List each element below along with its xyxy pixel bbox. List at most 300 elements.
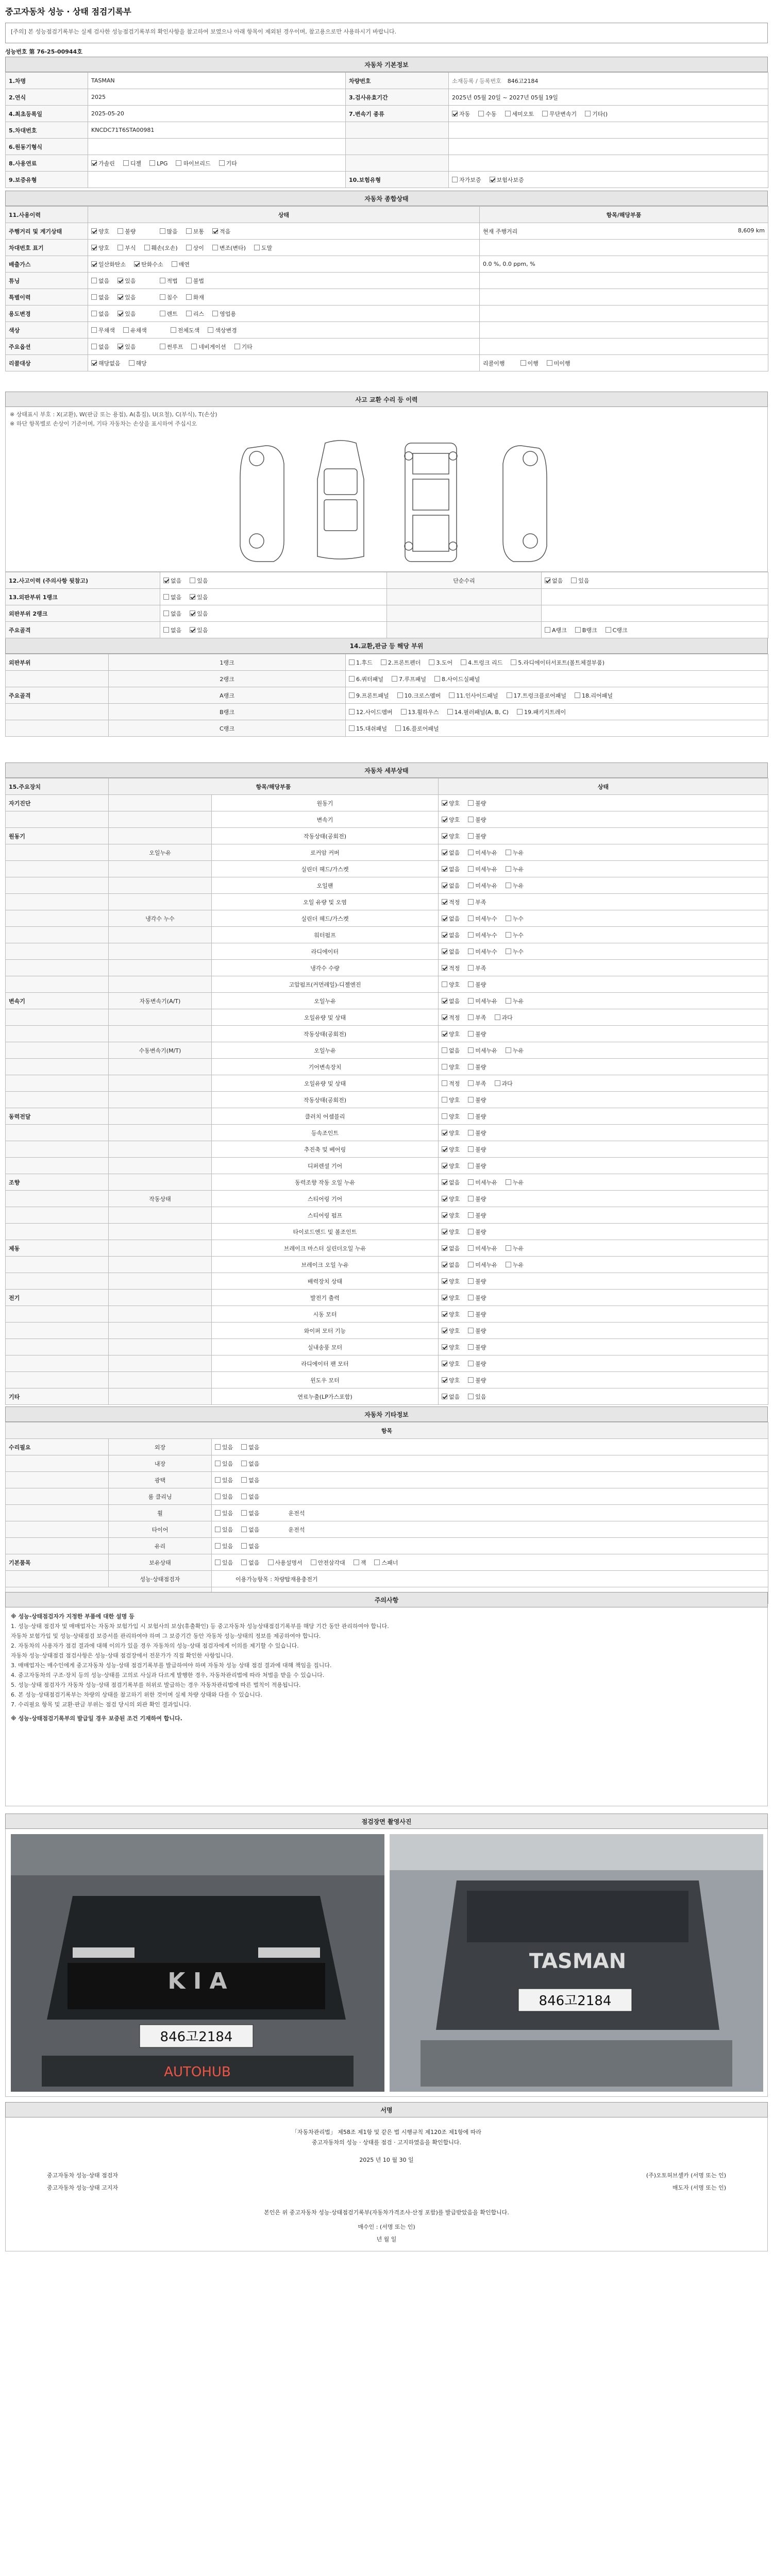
checkbox-option[interactable]: 적정 [442,1013,460,1022]
checkbox-icon[interactable] [123,327,129,333]
checkbox-option[interactable]: 12.사이드멤버 [349,708,393,716]
checkbox-icon[interactable] [468,1344,474,1350]
checkbox-option[interactable]: 자동 [452,110,470,118]
checkbox-option[interactable]: 보험사보증 [490,176,524,184]
checkbox-icon[interactable] [442,850,447,855]
checkbox-icon[interactable] [468,1146,474,1152]
checkbox-option[interactable]: 불량 [468,1211,486,1219]
checkbox-option[interactable]: 잭 [354,1558,366,1567]
checkbox-icon[interactable] [442,817,447,822]
checkbox-icon[interactable] [91,278,97,283]
checkbox-icon[interactable] [215,1510,221,1516]
checkbox-icon[interactable] [442,916,447,921]
checkbox-option[interactable]: 14.필러패널(A, B, C) [447,708,509,716]
checkbox-option[interactable]: 없음 [241,1476,259,1484]
checkbox-option[interactable]: 양호 [442,816,460,824]
checkbox-icon[interactable] [468,1361,474,1366]
checkbox-icon[interactable] [468,866,474,872]
checkbox-icon[interactable] [468,1394,474,1399]
checkbox-icon[interactable] [506,1245,511,1251]
checkbox-icon[interactable] [442,1130,447,1136]
checkbox-option[interactable]: 없음 [442,947,460,956]
checkbox-option[interactable]: 있음 [215,1460,233,1468]
checkbox-option[interactable]: 과다 [495,1079,513,1088]
checkbox-option[interactable]: 양호 [442,1096,460,1104]
checkbox-option[interactable]: 불량 [468,1376,486,1384]
checkbox-option[interactable]: 19.패키지트레이 [517,708,566,716]
checkbox-option[interactable]: 해당 [129,359,147,367]
checkbox-option[interactable]: 누수 [506,931,524,939]
checkbox-option[interactable]: 양호 [442,1129,460,1137]
checkbox-icon[interactable] [442,883,447,888]
checkbox-icon[interactable] [215,1461,221,1466]
checkbox-icon[interactable] [117,311,123,316]
checkbox-option[interactable]: 양호 [442,1030,460,1038]
checkbox-icon[interactable] [349,725,355,731]
checkbox-option[interactable]: 양호 [442,832,460,840]
checkbox-option[interactable]: 15.대쉬패널 [349,724,387,733]
checkbox-icon[interactable] [186,245,192,250]
checkbox-option[interactable]: 불량 [468,1294,486,1302]
checkbox-icon[interactable] [212,228,218,234]
checkbox-option[interactable]: 양호 [91,227,109,235]
checkbox-option[interactable]: 일산화탄소 [91,260,126,268]
checkbox-option[interactable]: 18.리어패널 [575,691,613,700]
checkbox-option[interactable]: 없음 [91,343,109,351]
checkbox-icon[interactable] [212,311,218,316]
checkbox-option[interactable]: 미세누유 [468,997,497,1005]
checkbox-icon[interactable] [241,1543,247,1549]
checkbox-option[interactable]: 있음 [215,1509,233,1517]
checkbox-icon[interactable] [163,611,169,616]
checkbox-option[interactable]: 없음 [442,931,460,939]
checkbox-icon[interactable] [117,294,123,300]
checkbox-icon[interactable] [442,1295,447,1300]
checkbox-option[interactable]: 불량 [468,1030,486,1038]
checkbox-icon[interactable] [468,1311,474,1317]
checkbox-option[interactable]: 있음 [190,609,208,618]
checkbox-icon[interactable] [349,709,355,715]
checkbox-option[interactable]: 수동 [478,110,496,118]
checkbox-option[interactable]: 있음 [215,1558,233,1567]
checkbox-option[interactable]: 안전삼각대 [311,1558,345,1567]
checkbox-option[interactable]: C랭크 [606,626,628,634]
checkbox-option[interactable]: 하이브리드 [176,159,210,167]
checkbox-option[interactable]: 누유 [506,882,524,890]
checkbox-option[interactable]: 10.크로스멤버 [397,691,441,700]
checkbox-option[interactable]: 부족 [468,1013,486,1022]
checkbox-option[interactable]: 양호 [91,244,109,252]
checkbox-icon[interactable] [468,1014,474,1020]
checkbox-icon[interactable] [442,932,447,938]
checkbox-icon[interactable] [447,709,453,715]
checkbox-icon[interactable] [160,294,165,300]
checkbox-icon[interactable] [163,594,169,600]
checkbox-icon[interactable] [186,311,192,316]
checkbox-icon[interactable] [395,725,401,731]
checkbox-option[interactable]: 없음 [442,914,460,923]
checkbox-icon[interactable] [91,311,97,316]
checkbox-option[interactable]: 양호 [442,1145,460,1154]
checkbox-option[interactable]: 불량 [468,1277,486,1285]
checkbox-icon[interactable] [241,1477,247,1483]
checkbox-option[interactable]: 누유 [506,1178,524,1187]
checkbox-icon[interactable] [468,1245,474,1251]
checkbox-icon[interactable] [91,294,97,300]
checkbox-option[interactable]: 불량 [468,1310,486,1318]
checkbox-option[interactable]: 미세누유 [468,1261,497,1269]
checkbox-option[interactable]: 누유 [506,997,524,1005]
checkbox-option[interactable]: 리스 [186,310,204,318]
checkbox-icon[interactable] [520,360,526,366]
checkbox-option[interactable]: 적정 [442,1079,460,1088]
checkbox-option[interactable]: 8.사이드실패널 [434,675,480,683]
checkbox-icon[interactable] [505,111,511,116]
checkbox-icon[interactable] [507,692,512,698]
checkbox-icon[interactable] [149,160,155,166]
checkbox-option[interactable]: 이행 [520,359,539,367]
checkbox-icon[interactable] [468,1064,474,1070]
checkbox-option[interactable]: 화재 [186,293,204,301]
checkbox-option[interactable]: 자가보증 [452,176,481,184]
checkbox-icon[interactable] [468,817,474,822]
checkbox-option[interactable]: 불량 [468,1360,486,1368]
checkbox-icon[interactable] [442,1097,447,1103]
checkbox-icon[interactable] [468,981,474,987]
checkbox-icon[interactable] [495,1014,500,1020]
checkbox-option[interactable]: 5.라디에이터서포트(볼트체결부품) [511,658,604,667]
checkbox-icon[interactable] [123,160,129,166]
checkbox-option[interactable]: 양호 [442,1343,460,1351]
checkbox-option[interactable]: 누유 [506,1261,524,1269]
checkbox-icon[interactable] [468,965,474,971]
checkbox-option[interactable]: 미세누유 [468,1244,497,1252]
checkbox-option[interactable]: 기타 [219,159,237,167]
checkbox-icon[interactable] [606,627,611,633]
checkbox-option[interactable]: 불량 [468,1096,486,1104]
checkbox-icon[interactable] [468,1196,474,1201]
checkbox-option[interactable]: 기타() [585,110,608,118]
checkbox-option[interactable]: 있음 [215,1443,233,1451]
checkbox-option[interactable]: 적정 [442,964,460,972]
checkbox-icon[interactable] [468,916,474,921]
checkbox-icon[interactable] [190,578,195,583]
checkbox-option[interactable]: 양호 [442,980,460,989]
checkbox-option[interactable]: 디젤 [123,159,141,167]
checkbox-icon[interactable] [91,344,97,349]
checkbox-icon[interactable] [215,1527,221,1532]
checkbox-icon[interactable] [311,1560,316,1565]
checkbox-icon[interactable] [268,1560,274,1565]
checkbox-icon[interactable] [442,1229,447,1234]
checkbox-icon[interactable] [468,899,474,905]
checkbox-icon[interactable] [160,311,165,316]
checkbox-option[interactable]: 누유 [506,1244,524,1252]
checkbox-icon[interactable] [468,1179,474,1185]
checkbox-option[interactable]: 누유 [506,1046,524,1055]
checkbox-option[interactable]: 미이행 [547,359,570,367]
checkbox-option[interactable]: 양호 [442,1162,460,1170]
checkbox-option[interactable]: 양호 [442,1195,460,1203]
checkbox-icon[interactable] [490,177,495,182]
checkbox-option[interactable]: 불량 [468,1162,486,1170]
checkbox-option[interactable]: 많음 [160,227,178,235]
checkbox-option[interactable]: 변조(변타) [212,244,246,252]
checkbox-option[interactable]: 없음 [545,577,563,585]
checkbox-option[interactable]: 상이 [186,244,204,252]
checkbox-icon[interactable] [461,659,466,665]
checkbox-icon[interactable] [468,1163,474,1168]
checkbox-option[interactable]: 없음 [91,293,109,301]
checkbox-option[interactable]: 양호 [442,1327,460,1335]
checkbox-icon[interactable] [442,1394,447,1399]
checkbox-icon[interactable] [241,1461,247,1466]
checkbox-icon[interactable] [215,1560,221,1565]
checkbox-icon[interactable] [468,948,474,954]
checkbox-option[interactable]: 불량 [468,1063,486,1071]
checkbox-icon[interactable] [506,1047,511,1053]
checkbox-icon[interactable] [468,1130,474,1136]
checkbox-option[interactable]: 없음 [241,1542,259,1550]
checkbox-option[interactable]: 적음 [212,227,230,235]
checkbox-icon[interactable] [134,261,140,267]
checkbox-icon[interactable] [442,1146,447,1152]
checkbox-icon[interactable] [144,245,150,250]
checkbox-icon[interactable] [575,692,580,698]
checkbox-option[interactable]: 없음 [163,609,181,618]
checkbox-option[interactable]: 미세누수 [468,914,497,923]
checkbox-icon[interactable] [190,594,195,600]
checkbox-option[interactable]: 있음 [117,310,136,318]
checkbox-icon[interactable] [468,883,474,888]
checkbox-icon[interactable] [117,245,123,250]
checkbox-option[interactable]: 누수 [506,914,524,923]
checkbox-icon[interactable] [349,676,355,682]
checkbox-option[interactable]: 부족 [468,964,486,972]
checkbox-icon[interactable] [160,228,165,234]
checkbox-icon[interactable] [91,327,97,333]
checkbox-option[interactable]: 불량 [468,1112,486,1121]
checkbox-icon[interactable] [442,965,447,971]
checkbox-icon[interactable] [478,111,484,116]
checkbox-option[interactable]: 있음 [215,1542,233,1550]
checkbox-icon[interactable] [129,360,135,366]
checkbox-icon[interactable] [468,1113,474,1119]
checkbox-icon[interactable] [91,160,97,166]
checkbox-option[interactable]: 침수 [160,293,178,301]
checkbox-option[interactable]: 1.후드 [349,658,373,667]
checkbox-icon[interactable] [545,627,550,633]
checkbox-option[interactable]: 보통 [186,227,204,235]
checkbox-icon[interactable] [442,1031,447,1037]
checkbox-option[interactable]: 무단변속기 [542,110,577,118]
checkbox-icon[interactable] [442,998,447,1004]
checkbox-icon[interactable] [241,1527,247,1532]
checkbox-option[interactable]: 없음 [163,577,181,585]
checkbox-option[interactable]: 불량 [117,227,136,235]
checkbox-icon[interactable] [585,111,591,116]
checkbox-icon[interactable] [241,1444,247,1450]
checkbox-icon[interactable] [442,1212,447,1218]
checkbox-option[interactable]: B랭크 [575,626,597,634]
checkbox-option[interactable]: 있음 [215,1526,233,1534]
checkbox-icon[interactable] [215,1444,221,1450]
checkbox-icon[interactable] [547,360,552,366]
checkbox-option[interactable]: 탄화수소 [134,260,163,268]
checkbox-icon[interactable] [442,1047,447,1053]
checkbox-option[interactable]: 7.루프패널 [392,675,426,683]
checkbox-option[interactable]: 무채색 [91,326,115,334]
checkbox-option[interactable]: 없음 [91,277,109,285]
checkbox-icon[interactable] [468,800,474,806]
checkbox-option[interactable]: 훼손(오손) [144,244,178,252]
checkbox-option[interactable]: 누유 [506,849,524,857]
checkbox-icon[interactable] [397,692,403,698]
checkbox-icon[interactable] [91,261,97,267]
checkbox-icon[interactable] [91,228,97,234]
checkbox-icon[interactable] [442,1344,447,1350]
checkbox-option[interactable]: 미세누유 [468,882,497,890]
checkbox-icon[interactable] [542,111,548,116]
checkbox-icon[interactable] [468,1047,474,1053]
checkbox-icon[interactable] [401,709,407,715]
checkbox-option[interactable]: 부식 [117,244,136,252]
checkbox-icon[interactable] [442,1262,447,1267]
checkbox-icon[interactable] [468,932,474,938]
checkbox-icon[interactable] [190,611,195,616]
checkbox-option[interactable]: 불량 [468,1343,486,1351]
checkbox-option[interactable]: 부족 [468,898,486,906]
checkbox-option[interactable]: 없음 [442,997,460,1005]
checkbox-option[interactable]: 유채색 [123,326,147,334]
checkbox-icon[interactable] [495,1080,500,1086]
checkbox-option[interactable]: 13.휠하우스 [401,708,439,716]
checkbox-icon[interactable] [468,1278,474,1284]
checkbox-option[interactable]: 있음 [117,293,136,301]
checkbox-option[interactable]: 없음 [163,626,181,634]
checkbox-icon[interactable] [506,866,511,872]
checkbox-option[interactable]: 없음 [91,310,109,318]
checkbox-option[interactable]: 적정 [442,898,460,906]
checkbox-icon[interactable] [117,278,123,283]
checkbox-icon[interactable] [449,692,455,698]
checkbox-icon[interactable] [354,1560,359,1565]
checkbox-icon[interactable] [442,1311,447,1317]
checkbox-icon[interactable] [468,1229,474,1234]
checkbox-icon[interactable] [176,160,181,166]
checkbox-option[interactable]: 과다 [495,1013,513,1022]
checkbox-icon[interactable] [215,1477,221,1483]
checkbox-option[interactable]: 기타 [234,343,253,351]
checkbox-option[interactable]: 없음 [442,865,460,873]
checkbox-icon[interactable] [219,160,225,166]
checkbox-icon[interactable] [442,1080,447,1086]
checkbox-icon[interactable] [91,245,97,250]
checkbox-option[interactable]: 네비게이션 [191,343,226,351]
checkbox-icon[interactable] [571,578,577,583]
checkbox-icon[interactable] [215,1494,221,1499]
checkbox-option[interactable]: A랭크 [545,626,567,634]
checkbox-option[interactable]: 누유 [506,865,524,873]
checkbox-option[interactable]: 없음 [241,1493,259,1501]
checkbox-option[interactable]: 불법 [186,277,204,285]
checkbox-option[interactable]: 렌트 [160,310,178,318]
checkbox-icon[interactable] [545,578,550,583]
checkbox-option[interactable]: 미세누유 [468,865,497,873]
checkbox-icon[interactable] [171,327,176,333]
checkbox-option[interactable]: 해당없음 [91,359,121,367]
checkbox-icon[interactable] [163,627,169,633]
checkbox-icon[interactable] [442,981,447,987]
checkbox-icon[interactable] [91,360,97,366]
checkbox-icon[interactable] [186,294,192,300]
checkbox-icon[interactable] [241,1510,247,1516]
checkbox-icon[interactable] [442,833,447,839]
checkbox-option[interactable]: 미세누수 [468,947,497,956]
checkbox-icon[interactable] [429,659,434,665]
checkbox-icon[interactable] [117,228,123,234]
checkbox-icon[interactable] [468,1080,474,1086]
checkbox-icon[interactable] [468,833,474,839]
checkbox-icon[interactable] [442,1179,447,1185]
checkbox-icon[interactable] [191,344,197,349]
checkbox-option[interactable]: 양호 [442,1063,460,1071]
checkbox-option[interactable]: 양호 [442,1112,460,1121]
checkbox-option[interactable]: 없음 [442,1244,460,1252]
checkbox-option[interactable]: 부족 [468,1079,486,1088]
checkbox-option[interactable]: 양호 [442,799,460,807]
checkbox-icon[interactable] [468,850,474,855]
checkbox-option[interactable]: 6.쿼터패널 [349,675,383,683]
checkbox-icon[interactable] [442,1278,447,1284]
checkbox-icon[interactable] [254,245,260,250]
checkbox-option[interactable]: 11.인사이드패널 [449,691,498,700]
checkbox-icon[interactable] [468,998,474,1004]
checkbox-option[interactable]: 불량 [468,799,486,807]
checkbox-icon[interactable] [442,1361,447,1366]
checkbox-icon[interactable] [506,1262,511,1267]
checkbox-icon[interactable] [506,948,511,954]
checkbox-icon[interactable] [374,1560,380,1565]
checkbox-option[interactable]: 없음 [442,882,460,890]
checkbox-option[interactable]: 양호 [442,1360,460,1368]
checkbox-option[interactable]: 9.프론트패널 [349,691,389,700]
checkbox-icon[interactable] [452,177,458,182]
checkbox-icon[interactable] [468,1295,474,1300]
checkbox-option[interactable]: 불량 [468,832,486,840]
checkbox-option[interactable]: 불량 [468,816,486,824]
checkbox-icon[interactable] [468,1328,474,1333]
checkbox-option[interactable]: 16.플로어패널 [395,724,439,733]
checkbox-option[interactable]: 2.프론트펜더 [381,658,421,667]
checkbox-option[interactable]: 4.트렁크 리드 [461,658,502,667]
checkbox-option[interactable]: 없음 [442,849,460,857]
checkbox-option[interactable]: 미세누유 [468,1046,497,1055]
checkbox-icon[interactable] [208,327,213,333]
checkbox-option[interactable]: 불량 [468,1228,486,1236]
checkbox-option[interactable]: 없음 [241,1558,259,1567]
checkbox-option[interactable]: 없음 [442,1178,460,1187]
checkbox-icon[interactable] [442,1377,447,1383]
checkbox-icon[interactable] [163,578,169,583]
checkbox-icon[interactable] [186,278,192,283]
checkbox-option[interactable]: 있음 [571,577,589,585]
checkbox-option[interactable]: 미세누유 [468,849,497,857]
checkbox-option[interactable]: 있음 [190,593,208,601]
checkbox-option[interactable]: LPG [149,160,167,167]
checkbox-icon[interactable] [442,866,447,872]
checkbox-option[interactable]: 가솔린 [91,159,115,167]
